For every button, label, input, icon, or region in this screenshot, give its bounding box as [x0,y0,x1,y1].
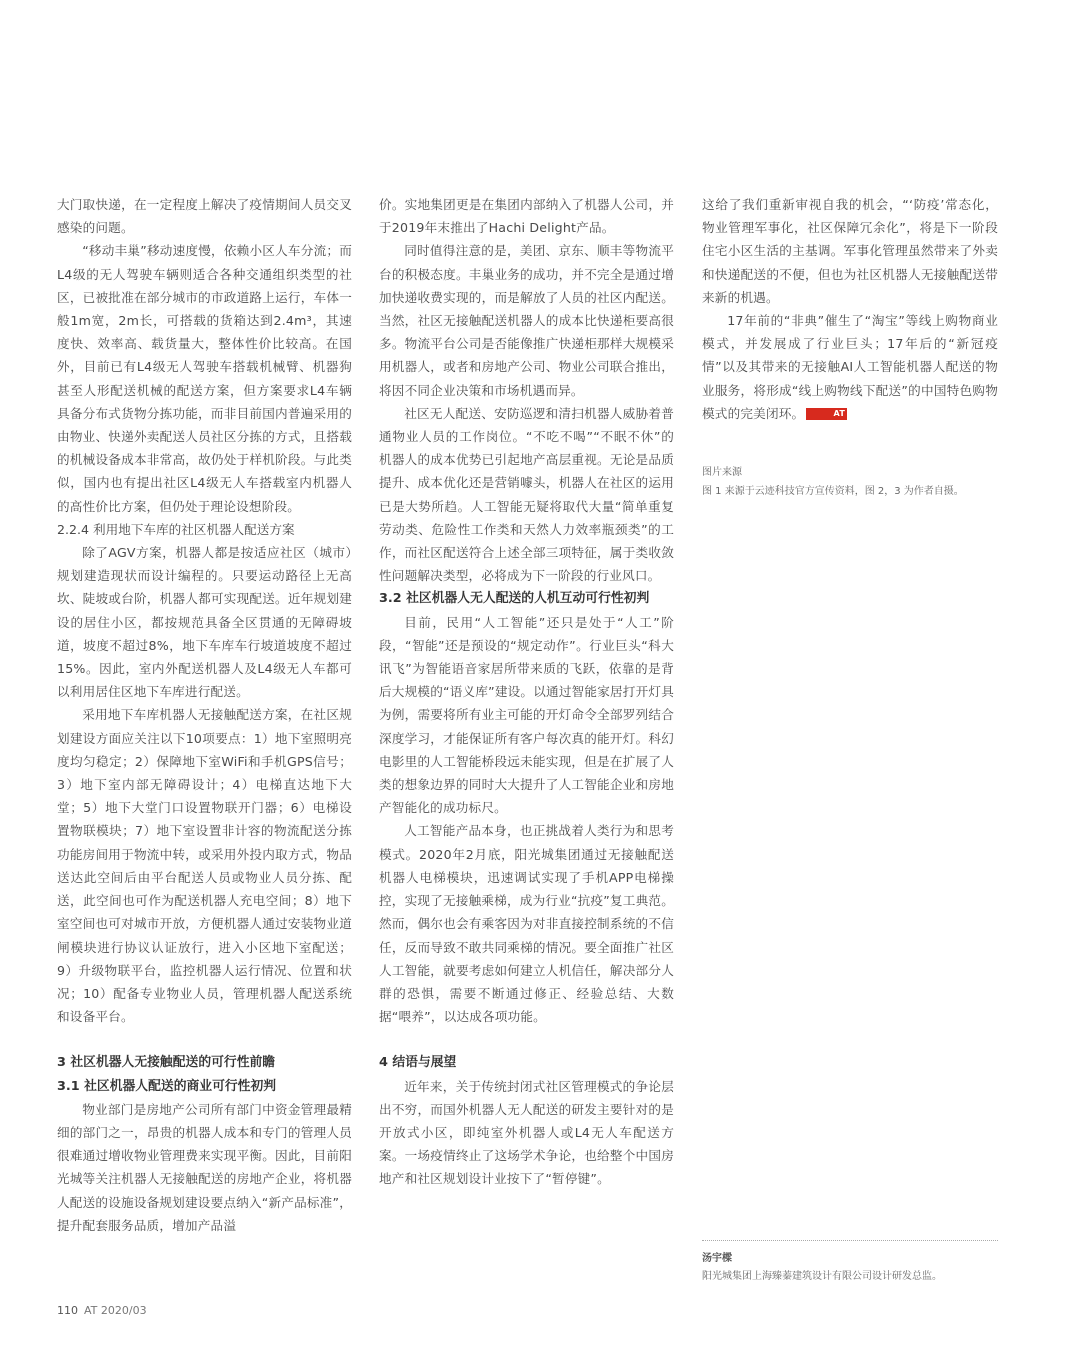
column-left [57,193,352,1237]
author-name: 汤宇樑 [702,1253,732,1264]
paragraph [379,193,674,239]
text: 价。实地集团更是在集团内部纳入了机器人公司，并于2019年末推出了Hachi Delight产品。 [379,197,674,236]
text: 3.1 社区机器人配送的商业可行性初判 [57,1078,277,1094]
text: 同时值得注意的是，美团、京东、顺丰等物流平台的积极态度。丰巢业务的成功，并不完全是通过增加快递收费实现的，而是解放了人员的社区内配送。当然，社区无接触配送机器人的成本比快递柜要高很多。物流平台公司是否能像推广快递柜那样大规模采用机器人，或者和房地产公司、物业公司联合推出，将因不同企业决策和市场机遇而异。 [379,243,674,398]
text: 物业部门是房地产公司所有部门中资金管理最精细的部门之一，昂贵的机器人成本和专门的管理人员很难通过增收物业管理费来实现平衡。因此，目前阳光城等关注机器人无接触配送的房地产企业，将机器人配送的设施设备规划建设要点纳入“新产品标准”，提升配套服务品质，增加产品溢 [57,1101,352,1233]
paragraph [379,402,674,588]
paragraph [379,239,674,401]
text: 近年来，关于传统封闭式社区管理模式的争论层出不穷，而国外机器人无人配送的研发主要针对的是开放式小区，即纯室外机器人或L4无人车配送方案。一场疫情终止了这场学术争论，也给整个中国房地产和社区规划设计业按下了“暂停键”。 [379,1078,674,1187]
section-heading [379,1051,674,1074]
paragraph [57,541,352,703]
author-bio: 阳光城集团上海臻蓁建筑设计有限公司设计研发总监。 [702,1271,942,1282]
text: 采用地下车库机器人无接触配送方案，在社区规划建设方面应关注以下10项要点：1）地下室照明亮度均匀稳定；2）保障地下室WiFi和手机GPS信号；3）地下室内部无障碍设计；4）电梯直达地下大堂；5）地下大堂门口设置物联开门器；6）电梯设置物联模块；7）地下室设置非计容的物流配送分拣功能房间用于物流中转，或采用外投内取方式，物品送达此空间后由平台配送人员或物业人员分拣、配送，此空间也可作为配送机器人充电空间；8）地下室空间也可对城市开放，方便机器人通过安装物业道闸模块进行协议认证放行，进入小区地下室配送；9）升级物联平台，监控机器人运行情况、位置和状况；10）配备专业物业人员，管理机器人配送系统和设备平台。 [57,707,352,1025]
text: 目前，民用“人工智能”还只是处于“人工”阶段，“智能”还是预设的“规定动作”。行业巨头“科大讯飞”为智能语音家居所带来质的飞跃，依靠的是背后大规模的“语义库”建设。以通过智能家居打开灯具为例，需要将所有业主可能的开灯命令全部罗列结合深度学习，才能保证所有客户每次真的能开灯。科幻电影里的人工智能桥段远未能实现，但是在扩展了人类的想象边界的同时大大提升了人工智能企业和房地产智能化的成功标尺。 [379,614,674,816]
text: 2.2.4 利用地下车库的社区机器人配送方案 [57,521,295,537]
paragraph [57,703,352,1028]
text: 人工智能产品本身，也正挑战着人类行为和思考模式。2020年2月底，阳光城集团通过无接触配送机器人电梯模块，迅速调试实现了手机APP电梯操控，实现了无接触乘梯，成为行业“抗疫”复工典范。然而，偶尔也会有乘客因为对非直接控制系统的不信任，反而导致不敢共同乘梯的情况。要全面推广社区人工智能，就要考虑如何建立人机信任，解决部分人群的恐惧，需要不断通过修正、经验总结、大数据“喂养”，以达成各项功能。 [379,823,674,1025]
paragraph [57,1098,352,1237]
article-end-mark: AT [806,408,847,420]
paragraph [379,1075,674,1191]
section-heading [379,587,674,610]
paragraph [57,193,352,239]
author-divider [702,1240,998,1241]
paragraph [57,239,352,517]
image-credit-label: 图片来源 [702,467,742,478]
text: “移动丰巢”移动速度慢，依赖小区人车分流；而L4级的无人驾驶车辆则适合各种交通组织类型的社区，已被批准在部分城市的市政道路上运行，车体一般1m宽，2m长，可搭载的货箱达到2.4m³，其速度快、效率高、载货量大，整体性价比较高。在国外，目前已有L4级无人驾驶车搭载机械臂、机器狗甚至人形配送机械的配送方案，但方案要求L4车辆具备分布式货物分拣功能，而非目前国内普遍采用的由物业、快递外卖配送人员社区分拣的方式，且搭载的机械设备成本非常高，故仍处于样机阶段。与此类似，国内也有提出社区L4级无人车搭载室内机器人的高性价比方案，但仍处于理论设想阶段。 [57,243,352,514]
section-heading [57,1051,352,1074]
text: 17年前的“非典”催生了“淘宝”等线上购物商业模式，并发展成了行业巨头；17年后的“新冠疫情”以及其带来的无接触AI人工智能机器人配送的物业服务，将形成“线上购物线下配送”的中国特色购物模式的完美闭环。 [702,313,998,421]
journal-issue: AT 2020/03 [84,1304,147,1317]
subsection-heading [57,518,352,541]
page-folio [57,1304,147,1317]
text: 社区无人配送、安防巡逻和清扫机器人威胁着普通物业人员的工作岗位。“不吃不喝”“不眠不休”的机器人的成本优势已引起地产高层重视。无论是品质提升、成本优化还是营销噱头，机器人在社区的运用已是大势所趋。人工智能无疑将取代大量“简单重复劳动类、危险性工作类和天然人力效率瓶颈类”的工作，而社区配送符合上述全部三项特征，属于类收敛性问题解决类型，必将成为下一阶段的行业风口。 [379,405,674,584]
text: 除了AGV方案，机器人都是按适应社区（城市）规划建造现状而设计编程的。只要运动路径上无高坎、陡坡或台阶，机器人都可实现配送。近年规划建设的居住小区，都按规范具备全区贯通的无障碍坡道，坡度不超过8%，地下车库车行坡道坡度不超过15%。因此，室内外配送机器人及L4级无人车都可以利用居住区地下车库进行配送。 [57,545,352,700]
text: 3 社区机器人无接触配送的可行性前瞻 [57,1055,276,1071]
text: 3.2 社区机器人无人配送的人机互动可行性初判 [379,591,650,607]
text: 4 结语与展望 [379,1055,457,1071]
column-right [702,193,998,425]
column-middle [379,193,674,1191]
page-number: 110 [57,1304,78,1317]
paragraph [702,193,998,309]
paragraph [702,309,998,425]
text: 这给了我们重新审视自我的机会，“‘防疫’常态化，物业管理军事化，社区保障冗余化”，将是下一阶段住宅小区生活的主基调。军事化管理虽然带来了外卖和快递配送的不便，但也为社区机器人无接触配送带来新的机遇。 [702,197,998,305]
paragraph [379,611,674,820]
paragraph [379,819,674,1028]
text: 大门取快递，在一定程度上解决了疫情期间人员交叉感染的问题。 [57,197,352,236]
section-heading [57,1075,352,1098]
image-credit-text: 图 1 来源于云迹科技官方宣传资料，图 2，3 为作者自摄。 [702,486,964,497]
